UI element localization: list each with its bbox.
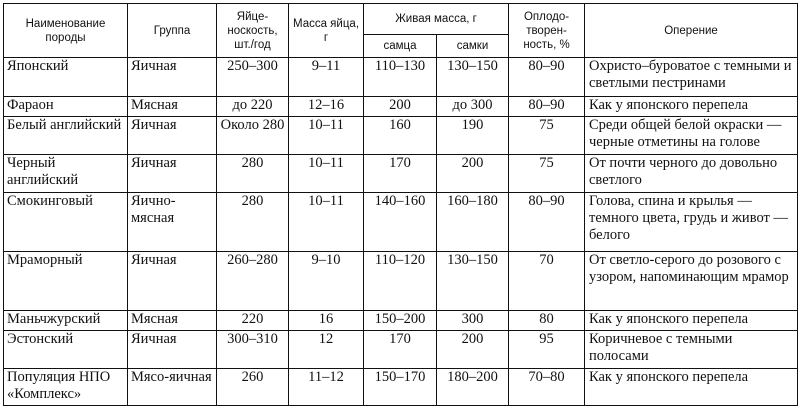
cell-female-mass: 130–150: [437, 252, 509, 311]
cell-male-mass: 110–120: [364, 252, 437, 311]
header-male: самца: [364, 35, 437, 58]
table-row: [4, 155, 798, 193]
cell-group: Яично-мясная: [128, 193, 217, 252]
cell-breed-name: Черный английский: [4, 155, 128, 193]
table-row: [4, 58, 798, 97]
cell-male-mass: 170: [364, 331, 437, 369]
table-row: [4, 193, 798, 252]
cell-egg-production: 260: [217, 369, 289, 406]
table-row: [4, 331, 798, 369]
cell-egg-production: 250–300: [217, 58, 289, 97]
cell-fertility: 70: [509, 252, 585, 311]
cell-male-mass: 200: [364, 97, 437, 117]
cell-fertility: 95: [509, 331, 585, 369]
cell-egg-production: 220: [217, 311, 289, 331]
cell-egg-production: 280: [217, 155, 289, 193]
table-row: [4, 311, 798, 331]
cell-egg-production: до 220: [217, 97, 289, 117]
cell-egg-mass: 10–11: [289, 117, 364, 155]
cell-plumage: От почти черного до довольно светлого: [585, 155, 798, 193]
cell-fertility: 80–90: [509, 97, 585, 117]
cell-egg-mass: 9–10: [289, 252, 364, 311]
cell-male-mass: 170: [364, 155, 437, 193]
cell-group: Яичная: [128, 117, 217, 155]
header-plumage: Оперение: [585, 4, 798, 58]
table-row: [4, 97, 798, 117]
cell-fertility: 80–90: [509, 193, 585, 252]
header-egg-mass: Масса яйца, г: [289, 4, 364, 58]
cell-female-mass: 300: [437, 311, 509, 331]
breeds-table: [3, 3, 798, 406]
cell-female-mass: 190: [437, 117, 509, 155]
cell-breed-name: Белый английский: [4, 117, 128, 155]
cell-plumage: Голова, спина и крылья — темного цвета, грудь и живот — белого: [585, 193, 798, 252]
header-female: самки: [437, 35, 509, 58]
header-row: [4, 4, 798, 35]
cell-male-mass: 140–160: [364, 193, 437, 252]
cell-group: Яичная: [128, 58, 217, 97]
cell-egg-mass: 12–16: [289, 97, 364, 117]
header-egg-production: Яйце-носкость, шт./год: [217, 4, 289, 58]
cell-egg-mass: 9–11: [289, 58, 364, 97]
cell-egg-mass: 16: [289, 311, 364, 331]
cell-breed-name: Мраморный: [4, 252, 128, 311]
cell-plumage: От светло-серого до розового с узором, напоминающим мрамор: [585, 252, 798, 311]
table-row: [4, 369, 798, 406]
cell-fertility: 75: [509, 155, 585, 193]
cell-breed-name: Маньчжурский: [4, 311, 128, 331]
table-row: [4, 252, 798, 311]
cell-egg-mass: 10–11: [289, 193, 364, 252]
cell-plumage: Как у японского перепела: [585, 97, 798, 117]
cell-female-mass: 200: [437, 331, 509, 369]
cell-female-mass: 160–180: [437, 193, 509, 252]
cell-plumage: Как у японского перепела: [585, 369, 798, 406]
cell-group: Яичная: [128, 252, 217, 311]
cell-male-mass: 160: [364, 117, 437, 155]
cell-fertility: 80–90: [509, 58, 585, 97]
cell-egg-mass: 12: [289, 331, 364, 369]
cell-male-mass: 110–130: [364, 58, 437, 97]
cell-egg-mass: 10–11: [289, 155, 364, 193]
cell-egg-production: 280: [217, 193, 289, 252]
cell-group: Яичная: [128, 155, 217, 193]
cell-group: Мясо-яичная: [128, 369, 217, 406]
cell-female-mass: 200: [437, 155, 509, 193]
cell-male-mass: 150–170: [364, 369, 437, 406]
table-body: [4, 58, 798, 406]
header-live-mass: Живая масса, г: [364, 4, 509, 35]
cell-egg-production: 300–310: [217, 331, 289, 369]
cell-breed-name: Эстонский: [4, 331, 128, 369]
cell-plumage: Коричневое с темными полосами: [585, 331, 798, 369]
cell-egg-production: 260–280: [217, 252, 289, 311]
cell-female-mass: до 300: [437, 97, 509, 117]
cell-fertility: 70–80: [509, 369, 585, 406]
cell-plumage: Как у японского перепела: [585, 311, 798, 331]
table-row: [4, 117, 798, 155]
header-fertility: Оплодо-творен-ность, %: [509, 4, 585, 58]
cell-group: Мясная: [128, 311, 217, 331]
header-name: Наименование породы: [4, 4, 128, 58]
cell-breed-name: Смокинговый: [4, 193, 128, 252]
cell-plumage: Среди общей белой окраски — черные отметины на голове: [585, 117, 798, 155]
cell-group: Яичная: [128, 331, 217, 369]
cell-fertility: 75: [509, 117, 585, 155]
cell-female-mass: 180–200: [437, 369, 509, 406]
cell-breed-name: Японский: [4, 58, 128, 97]
cell-egg-mass: 11–12: [289, 369, 364, 406]
cell-female-mass: 130–150: [437, 58, 509, 97]
cell-group: Мясная: [128, 97, 217, 117]
cell-breed-name: Популяция НПО «Комплекс»: [4, 369, 128, 406]
cell-plumage: Охристо–буроватое с темными и светлыми пестринами: [585, 58, 798, 97]
header-group: Группа: [128, 4, 217, 58]
cell-male-mass: 150–200: [364, 311, 437, 331]
cell-fertility: 80: [509, 311, 585, 331]
cell-breed-name: Фараон: [4, 97, 128, 117]
cell-egg-production: Около 280: [217, 117, 289, 155]
